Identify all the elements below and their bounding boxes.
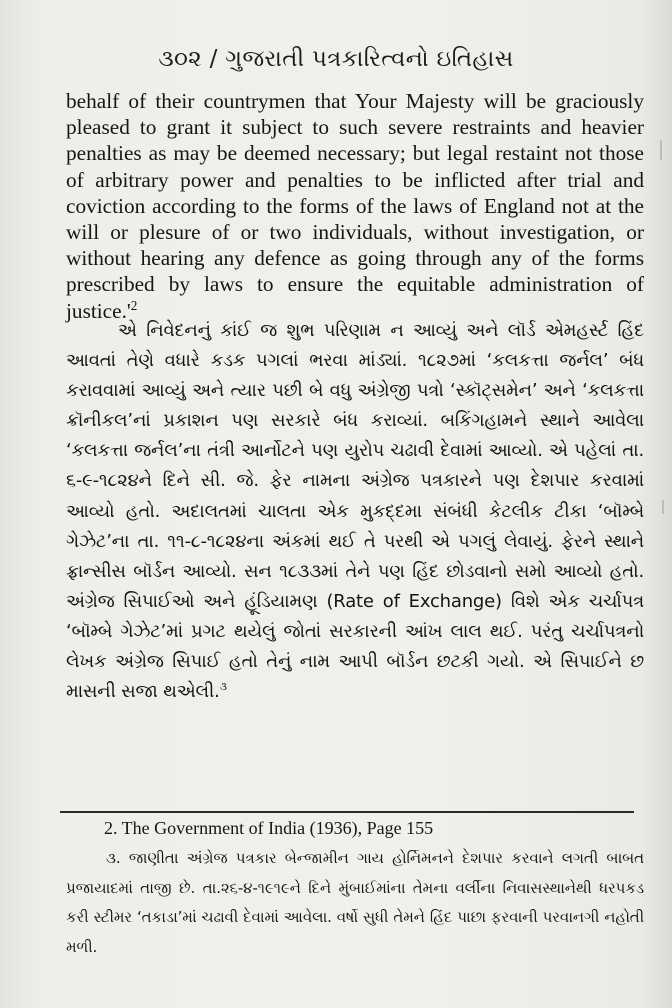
running-head: ૩૦૨ / ગુજરાતી પત્રકારિત્વનો ઇતિહાસ xyxy=(158,46,514,72)
gujarati-paragraph-text: એ નિવેદનનું કાંઈ જ શુભ પરિણામ ન આવ્યું અને લૉર્ડ એમહર્સ્ટ હિંદ આવતાં તેણે વધારે કડક પગલાં ભરવા માંડ્યાં. ૧૮૨૭માં ‘કલકત્તા જર્નલ’ બંધ કરાવવામાં આવ્યું અને ત્યાર પછી બે વધુ અંગ્રેજી પત્રો ‘સ્કૉટ્સમેન’ અને ‘કલકત્તા ક્રૉનીકલ’નાં પ્રકાશન પણ સરકારે બંધ કરાવ્યાં. બકિંગહામને સ્થાને આવેલા ‘કલકત્તા જર્નલ’ના તંત્રી આર્નોટને પણ યુરોપ ચઢાવી દેવામાં આવ્યો. એ પહેલાં તા. ૬-૯-૧૮૨૪ને દિને સી. જે. ફેર નામના અંગ્રેજ પત્રકારને પણ દેશપાર કરવામાં આવ્યો હતો. અદાલતમાં ચાલતા એક મુકદ્દમા સંબંધી કેટલીક ટીકા ‘બૉમ્બે ગેઝેટ’ના તા. ૧૧-૮-૧૮૨૪ના અંકમાં થઈ તે પરથી એ પગલું લેવાયું. ફેરને સ્થાને ફ્રાન્સીસ બૉર્ડન આવ્યો. સન ૧૮૩૩માં તેને પણ હિંદ છોડવાનો સમો આવ્યો હતો. અંગ્રેજ સિપાઈઓ અને હૂંડિયામણ (Rate of Exchange) વિશે એક ચર્ચાપત્ર ‘બૉમ્બે ગેઝેટ’માં પ્રગટ થયેલું જોતાં સરકારની આંખ લાલ થઈ. પરંતુ ચર્ચાપત્રનો લેખક અંગ્રેજ સિપાઈ હતો તેનું નામ આપી બૉર્ડન છટકી ગયો. એ સિપાઈને છ માસની સજા થએલી. xyxy=(66,320,644,703)
footnote-ref-2: 2 xyxy=(130,297,138,313)
english-quote-text: behalf of their countrymen that Your Majesty will be graciously pleased to grant it subject to such severe restraints and heavier penalties as may be deemed necessary; but legal restaint not those of arbitrary power and penalties to be inflicted after trial and coviction according to the forms of the laws of England not at the will or plesure of or two individuals, without investigation, or without hearing any defence as going through any of the forms prescribed by laws to ensure the equitable administration of justice.' xyxy=(66,89,644,323)
page-edge-mark xyxy=(662,500,664,514)
english-quote-block xyxy=(66,88,644,324)
gujarati-paragraph xyxy=(66,316,644,707)
footnote-ref-3: ૩ xyxy=(219,680,227,694)
footnote-divider xyxy=(60,811,634,813)
footnote-2: 2. The Government of India (1936), Page 155 xyxy=(104,818,434,838)
page-edge-mark xyxy=(660,140,662,160)
footnote-3: ૩. જાણીતા અંગ્રેજ પત્રકાર બેન્જામીન ગાય હોર્નિમનને દેશપાર કરવાને લગતી બાબત પ્રજાયાદમાં તાજી છે. તા.૨૬-૪-૧૯૧૯ને દિને મુંબાઈમાંના તેમના વર્લીના નિવાસસ્થાનેથી ધરપકડ કરી સ્ટીમર ‘તકાડા’માં ચઢાવી દેવામાં આવેલા. વર્ષો સુધી તેમને હિંદ પાછા ફરવાની પરવાનગી નહોતી મળી. xyxy=(66,849,644,956)
